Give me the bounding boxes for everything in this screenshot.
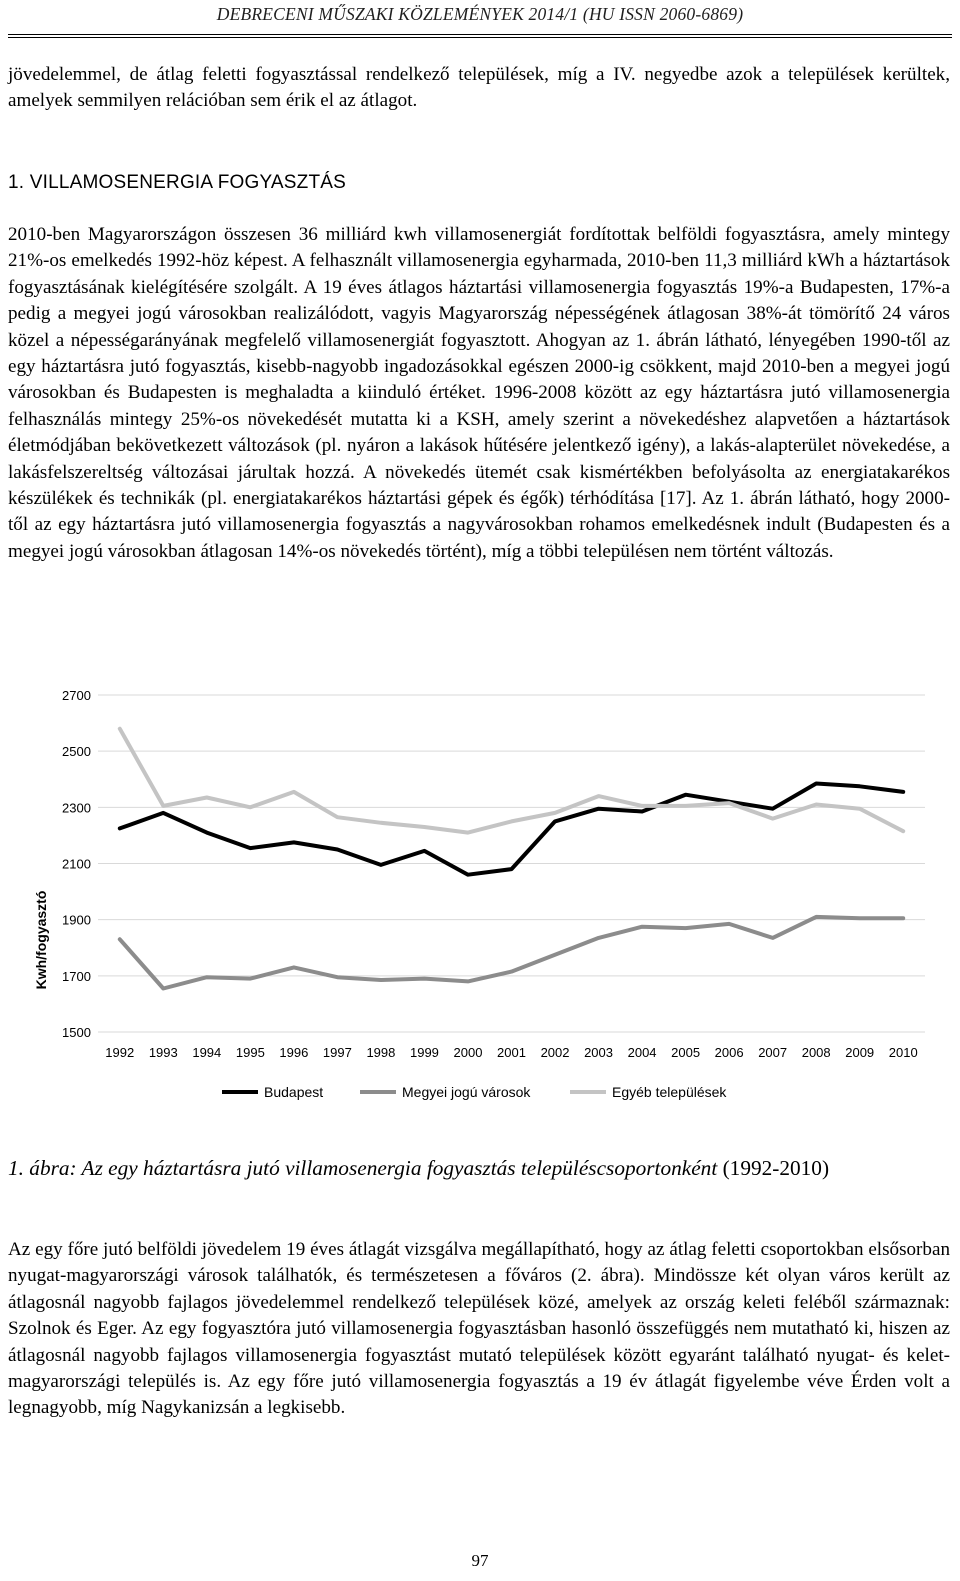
series-line [120, 729, 903, 833]
paragraph-main: 2010-ben Magyarországon összesen 36 milliárd kwh villamosenergiát fordítottak belföldi fogyasztásra, amely mintegy 21%-os emelkedés 1992-höz képest. A felhasznált villamosenergia egyharmada, 2010-ben 11,3 milliárd kWh a háztartások fogyasztásának kielégítésére szolgált. A 19 éves átlagos háztartási villamosenergia fogyasztás 19%-a Budapesten, 17%-a pedig a megyei jogú városokban realizálódott, vagyis Magyarország népességének átlagosan 38%-át tömörítő 24 város közel a népességarányának megfelelő villamosenergiát fogyasztott. Ahogyan az 1. ábrán látható, lényegében 1990-től az egy háztartásra jutó fogyasztás, kisebb-nagyobb ingadozásokkal egészen 2000-ig csökkent, majd 2010-ben a megyei jogú városokban és Budapesten is meghaladta a kiinduló értéket. 1996-2008 között az egy háztartásra jutó villamosenergia felhasználás mintegy 25%-os növekedését mutatta ki a KSH, amely szerint a növekedéshez alapvetően a háztartások életmódjában bekövetkezett változások (pl. nyáron a lakások hűtésére jelentkező igény), a lakás-alapterület növekedése, a lakásfelszereltség változásai járultak hozzá. A növekedés ütemét csak kismértékben befolyásolta az energiatakarékos készülékek és technikák (pl. energiatakarékos háztartási gépek és égők) térhódítása [17]. Az 1. ábrán látható, hogy 2000-től az egy háztartásra jutó villamosenergia fogyasztás a nagyvárosokban rohamos emelkedésnek indult (Budapesten és a megyei jogú városokban átlagosan 14%-os növekedés történt), míg a többi településen nem történt változás. [8, 224, 950, 562]
x-tick-label: 1996 [279, 1045, 309, 1060]
y-tick-label: 1500 [62, 1025, 91, 1040]
legend-label: Egyéb települések [612, 1084, 727, 1100]
chart-gridlines [98, 695, 925, 1032]
x-tick-label: 2000 [453, 1045, 483, 1060]
chart-x-axis [105, 1045, 917, 1060]
chart-legend [222, 1084, 727, 1100]
x-tick-label: 2007 [758, 1045, 788, 1060]
y-tick-label: 1900 [62, 912, 91, 928]
series-line [120, 917, 903, 989]
x-tick-label: 1998 [366, 1045, 396, 1060]
y-axis-label: Kwh/fogyasztó [33, 890, 49, 990]
x-tick-label: 1993 [148, 1045, 178, 1060]
y-tick-label: 2500 [62, 744, 91, 760]
x-tick-label: 1999 [409, 1045, 439, 1060]
paragraph-top: jövedelemmel, de átlag feletti fogyasztással rendelkező települések, míg a IV. negyedbe azok a települések kerültek, amelyek semmilyen relációban sem érik el az átlagot. [8, 64, 950, 112]
x-tick-label: 2010 [888, 1045, 918, 1060]
y-tick-label: 2700 [62, 688, 91, 703]
x-tick-label: 2005 [671, 1045, 701, 1060]
line-chart [0, 670, 960, 1120]
x-tick-label: 2002 [540, 1045, 570, 1060]
series-line [120, 784, 903, 875]
legend-label: Budapest [264, 1084, 324, 1100]
x-tick-label: 1994 [192, 1045, 222, 1060]
legend-label: Megyei jogú városok [402, 1084, 531, 1100]
x-tick-label: 2003 [584, 1045, 614, 1060]
x-tick-label: 2009 [845, 1045, 875, 1060]
journal-header: DEBRECENI MŰSZAKI KÖZLEMÉNYEK 2014/1 (HU ISSN 2060-6869) [216, 4, 744, 24]
x-tick-label: 2001 [497, 1045, 526, 1060]
page-number: 97 [471, 1551, 489, 1570]
x-tick-label: 2006 [714, 1045, 744, 1060]
paragraph-bottom: Az egy főre jutó belföldi jövedelem 19 éves átlagát vizsgálva megállapítható, hogy az átlag feletti csoportokban elsősorban nyugat-magyarországi városok találhatók, és természetesen a főváros (2. ábra). Mindössze két olyan város került az átlagosnál nagyobb fajlagos jövedelemmel rendelkező települések közé, amelyek az ország keleti feléből származnak: Szolnok és Eger. Az egy fogyasztóra jutó villamosenergia fogyasztásban hasonló összefüggés nem mutatható ki, hiszen az átlagosnál nagyobb fajlagos villamosenergia fogyasztást mutató települések között egyaránt található nyugat- és kelet-magyarországi település is. Az egy főre jutó villamosenergia fogyasztás a 19 év átlagát figyelembe véve Érden volt a legnagyobb, míg Nagykanizsán a legkisebb. [8, 1239, 950, 1419]
header-rule-double [8, 37, 952, 38]
x-tick-label: 2008 [801, 1045, 831, 1060]
x-tick-label: 2004 [627, 1045, 657, 1060]
caption-title: 1. ábra: Az egy háztartásra jutó villamosenergia fogyasztás településcsoportonként [8, 1156, 718, 1180]
x-tick-label: 1995 [235, 1045, 265, 1060]
x-tick-label: 1992 [105, 1045, 135, 1060]
header-rule [8, 34, 952, 35]
x-tick-label: 1997 [322, 1045, 352, 1060]
chart-series [120, 729, 903, 989]
figure-caption [8, 1153, 950, 1183]
y-tick-label: 2300 [62, 800, 91, 816]
caption-years: (1992-2010) [722, 1156, 830, 1180]
section-heading: 1. VILLAMOSENERGIA FOGYASZTÁS [8, 172, 347, 193]
y-tick-label: 1700 [62, 968, 91, 984]
y-tick-label: 2100 [62, 856, 91, 872]
chart-y-axis [62, 688, 91, 1040]
